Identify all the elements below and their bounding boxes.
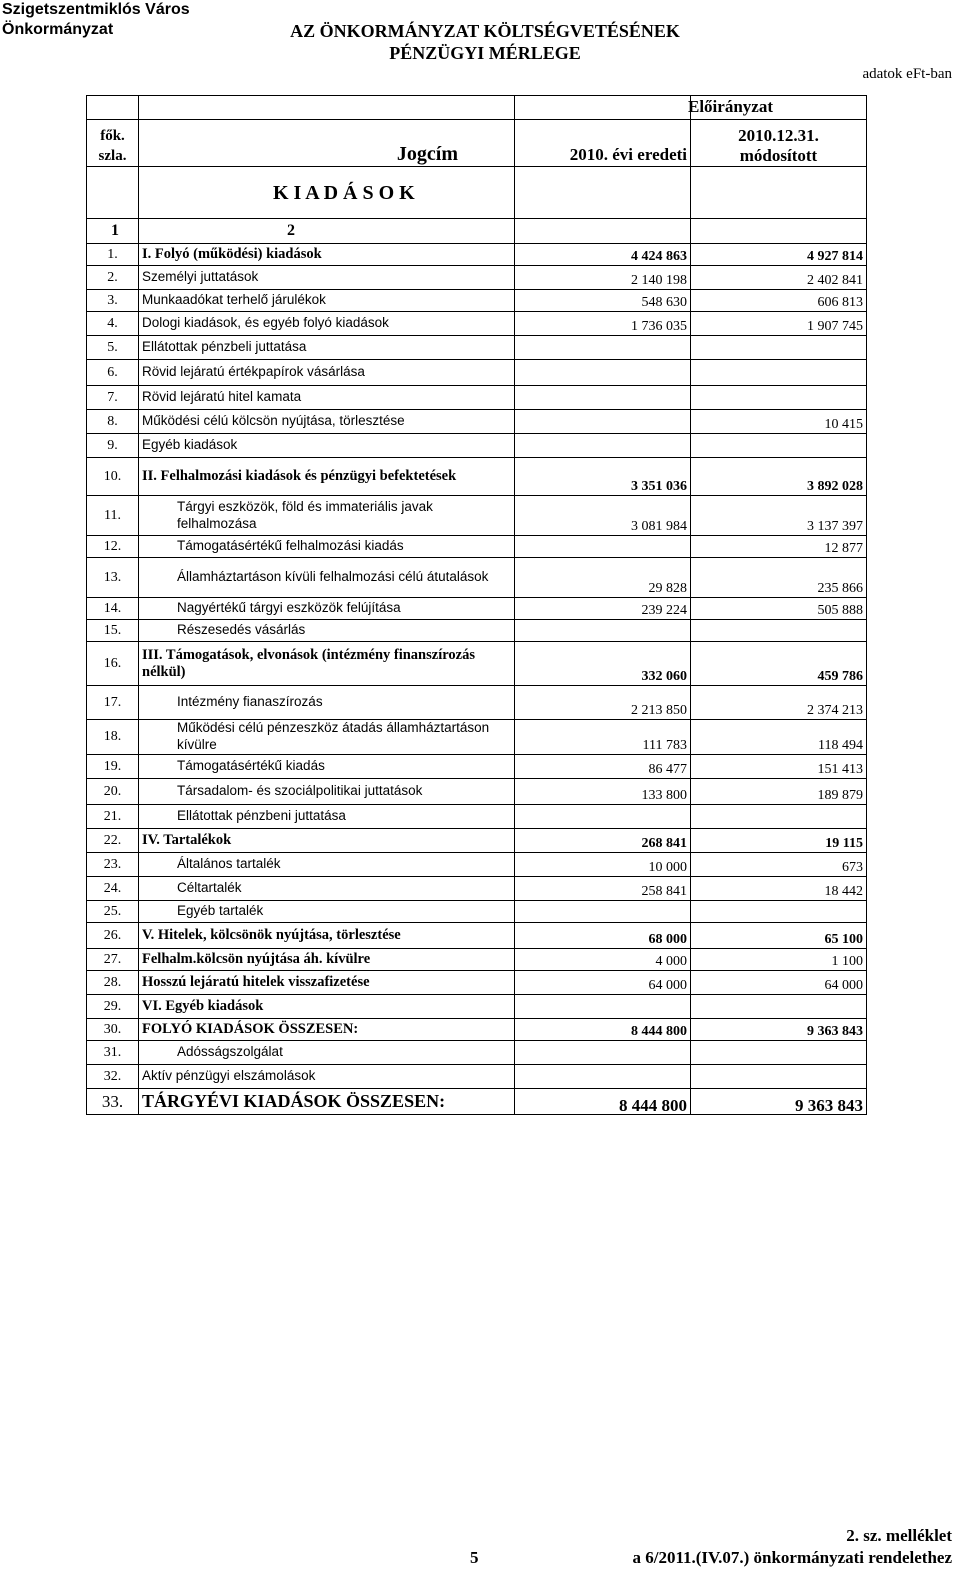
header-modified-line-1: 2010.12.31. bbox=[738, 126, 819, 145]
row-label-text: Céltartalék bbox=[177, 880, 242, 895]
table-row bbox=[87, 386, 867, 410]
row-number: 17. bbox=[87, 686, 139, 720]
table-row bbox=[87, 686, 867, 720]
original-value: 10 000 bbox=[515, 853, 691, 877]
row-number: 26. bbox=[87, 923, 139, 949]
row-label-text: Adósságszolgálat bbox=[177, 1044, 283, 1059]
unit-note: adatok eFt-ban bbox=[862, 66, 952, 82]
row-label-text: Aktív pénzügyi elszámolások bbox=[142, 1068, 316, 1083]
modified-value: 2 402 841 bbox=[691, 266, 867, 290]
row-label bbox=[139, 923, 515, 949]
table-row bbox=[87, 620, 867, 642]
modified-value: 673 bbox=[691, 853, 867, 877]
table-row bbox=[87, 1041, 867, 1065]
row-label-text: Ellátottak pénzbeni juttatása bbox=[177, 808, 346, 823]
original-value: 133 800 bbox=[515, 779, 691, 805]
row-number: 7. bbox=[87, 386, 139, 410]
row-label bbox=[139, 360, 515, 386]
row-number: 25. bbox=[87, 901, 139, 923]
row-label-text: V. Hitelek, kölcsönök nyújtása, törlesztése bbox=[142, 927, 401, 943]
table-row bbox=[87, 598, 867, 620]
row-number: 1. bbox=[87, 244, 139, 266]
modified-value bbox=[691, 386, 867, 410]
original-value bbox=[515, 805, 691, 829]
table-row bbox=[87, 536, 867, 558]
row-label-text: Intézmény fianaszírozás bbox=[177, 694, 323, 709]
row-number: 16. bbox=[87, 642, 139, 686]
modified-value: 19 115 bbox=[691, 829, 867, 853]
modified-value: 189 879 bbox=[691, 779, 867, 805]
row-number: 23. bbox=[87, 853, 139, 877]
header-modified-line-2: módosított bbox=[739, 146, 818, 165]
index-col-2: 2 bbox=[139, 219, 515, 244]
row-label bbox=[139, 805, 515, 829]
row-label-text: FOLYÓ KIADÁSOK ÖSSZESEN: bbox=[142, 1021, 359, 1037]
row-label bbox=[139, 386, 515, 410]
row-label bbox=[139, 244, 515, 266]
original-value bbox=[515, 1041, 691, 1065]
original-value: 2 213 850 bbox=[515, 686, 691, 720]
row-label-text: III. Támogatások, elvonások (intézmény finanszírozás nélkül) bbox=[142, 646, 475, 680]
original-value: 64 000 bbox=[515, 971, 691, 995]
title-line-1: AZ ÖNKORMÁNYZAT KÖLTSÉGVETÉSÉNEK bbox=[290, 21, 680, 41]
row-label-text: TÁRGYÉVI KIADÁSOK ÖSSZESEN: bbox=[142, 1091, 446, 1111]
section-title: K I A D Á S O K bbox=[139, 167, 515, 219]
row-number: 28. bbox=[87, 971, 139, 995]
table-row bbox=[87, 853, 867, 877]
table-row bbox=[87, 923, 867, 949]
modified-value: 10 415 bbox=[691, 410, 867, 434]
row-number: 5. bbox=[87, 336, 139, 360]
row-label-text: Nagyértékű tárgyi eszközök felújítása bbox=[177, 600, 401, 615]
modified-value bbox=[691, 620, 867, 642]
original-value bbox=[515, 536, 691, 558]
table-row bbox=[87, 949, 867, 971]
row-label-text: VI. Egyéb kiadások bbox=[142, 998, 264, 1014]
row-label-text: Személyi juttatások bbox=[142, 269, 259, 284]
row-label bbox=[139, 949, 515, 971]
row-label-text: Támogatásértékű felhalmozási kiadás bbox=[177, 538, 404, 553]
organization-line-1: Szigetszentmiklós Város bbox=[2, 1, 190, 18]
row-label bbox=[139, 458, 515, 496]
modified-value bbox=[691, 360, 867, 386]
row-label bbox=[139, 1019, 515, 1041]
organization-name bbox=[2, 0, 190, 40]
modified-value: 9 363 843 bbox=[691, 1019, 867, 1041]
table-row bbox=[87, 496, 867, 536]
modified-value: 4 927 814 bbox=[691, 244, 867, 266]
original-value bbox=[515, 386, 691, 410]
original-value bbox=[515, 336, 691, 360]
row-label-text: Társadalom- és szociálpolitikai juttatások bbox=[177, 783, 423, 798]
original-value: 258 841 bbox=[515, 877, 691, 901]
row-label-text: Működési célú kölcsön nyújtása, törlesztése bbox=[142, 413, 405, 428]
row-label-text: Tárgyi eszközök, föld és immateriális javak felhalmozása bbox=[177, 498, 433, 531]
row-number: 6. bbox=[87, 360, 139, 386]
header-jogcim: Jogcím bbox=[139, 120, 515, 167]
row-label-text: IV. Tartalékok bbox=[142, 832, 232, 848]
row-number: 22. bbox=[87, 829, 139, 853]
original-value: 4 424 863 bbox=[515, 244, 691, 266]
row-number: 14. bbox=[87, 598, 139, 620]
row-label bbox=[139, 434, 515, 458]
original-value bbox=[515, 360, 691, 386]
row-label bbox=[139, 642, 515, 686]
table-row bbox=[87, 805, 867, 829]
title-line-2: PÉNZÜGYI MÉRLEGE bbox=[389, 43, 581, 63]
row-label-text: Hosszú lejáratú hitelek visszafizetése bbox=[142, 974, 370, 990]
modified-value: 12 877 bbox=[691, 536, 867, 558]
row-number: 15. bbox=[87, 620, 139, 642]
row-number: 3. bbox=[87, 290, 139, 312]
row-label bbox=[139, 496, 515, 536]
row-number: 20. bbox=[87, 779, 139, 805]
row-number: 18. bbox=[87, 720, 139, 755]
index-col-1: 1 bbox=[87, 219, 139, 244]
modified-value bbox=[691, 336, 867, 360]
row-label bbox=[139, 410, 515, 434]
original-value: 2 140 198 bbox=[515, 266, 691, 290]
row-label bbox=[139, 853, 515, 877]
modified-value bbox=[691, 901, 867, 923]
header-account-line-1: fők. bbox=[100, 128, 125, 144]
row-label-text: I. Folyó (működési) kiadások bbox=[142, 246, 322, 262]
row-number: 21. bbox=[87, 805, 139, 829]
original-value: 4 000 bbox=[515, 949, 691, 971]
modified-value: 65 100 bbox=[691, 923, 867, 949]
row-label bbox=[139, 901, 515, 923]
row-number: 29. bbox=[87, 995, 139, 1019]
modified-value: 235 866 bbox=[691, 558, 867, 598]
modified-value bbox=[691, 805, 867, 829]
row-number: 12. bbox=[87, 536, 139, 558]
row-number: 4. bbox=[87, 312, 139, 336]
row-label-text: Felhalm.kölcsön nyújtása áh. kívülre bbox=[142, 951, 371, 967]
row-label bbox=[139, 971, 515, 995]
modified-value: 118 494 bbox=[691, 720, 867, 755]
original-value bbox=[515, 901, 691, 923]
table-row bbox=[87, 1065, 867, 1089]
table-row bbox=[87, 312, 867, 336]
modified-value: 18 442 bbox=[691, 877, 867, 901]
table-row bbox=[87, 720, 867, 755]
modified-value: 2 374 213 bbox=[691, 686, 867, 720]
row-number: 30. bbox=[87, 1019, 139, 1041]
original-value: 29 828 bbox=[515, 558, 691, 598]
modified-value: 505 888 bbox=[691, 598, 867, 620]
page-number: 5 bbox=[470, 1548, 479, 1567]
table-row bbox=[87, 901, 867, 923]
modified-value: 1 907 745 bbox=[691, 312, 867, 336]
original-value: 1 736 035 bbox=[515, 312, 691, 336]
row-number: 10. bbox=[87, 458, 139, 496]
modified-value: 3 892 028 bbox=[691, 458, 867, 496]
table-row bbox=[87, 244, 867, 266]
row-label-text: Részesedés vásárlás bbox=[177, 622, 306, 637]
row-label-text: II. Felhalmozási kiadások és pénzügyi befektetések bbox=[142, 468, 457, 484]
modified-value: 1 100 bbox=[691, 949, 867, 971]
row-number: 32. bbox=[87, 1065, 139, 1089]
modified-value: 606 813 bbox=[691, 290, 867, 312]
row-label bbox=[139, 290, 515, 312]
original-value bbox=[515, 410, 691, 434]
table-row bbox=[87, 336, 867, 360]
original-value: 8 444 800 bbox=[515, 1089, 691, 1115]
original-value: 239 224 bbox=[515, 598, 691, 620]
original-value: 111 783 bbox=[515, 720, 691, 755]
table-row bbox=[87, 829, 867, 853]
row-label bbox=[139, 620, 515, 642]
organization-line-2: Önkormányzat bbox=[2, 21, 114, 38]
header-account-line-2: szla. bbox=[98, 148, 127, 164]
original-value bbox=[515, 620, 691, 642]
original-value: 3 081 984 bbox=[515, 496, 691, 536]
row-label bbox=[139, 755, 515, 779]
row-label bbox=[139, 1065, 515, 1089]
row-label bbox=[139, 598, 515, 620]
row-label-text: Általános tartalék bbox=[177, 856, 281, 871]
header-account-number bbox=[87, 120, 139, 167]
row-number: 31. bbox=[87, 1041, 139, 1065]
modified-value: 151 413 bbox=[691, 755, 867, 779]
original-value: 86 477 bbox=[515, 755, 691, 779]
row-label-text: Államháztartáson kívüli felhalmozási célú átutalások bbox=[177, 569, 489, 584]
original-value: 8 444 800 bbox=[515, 1019, 691, 1041]
table-row bbox=[87, 458, 867, 496]
modified-value bbox=[691, 1065, 867, 1089]
row-number: 24. bbox=[87, 877, 139, 901]
table-row bbox=[87, 779, 867, 805]
modified-value: 459 786 bbox=[691, 642, 867, 686]
row-label bbox=[139, 829, 515, 853]
original-value: 332 060 bbox=[515, 642, 691, 686]
row-label bbox=[139, 1089, 515, 1115]
header-modified bbox=[691, 120, 867, 167]
modified-value bbox=[691, 1041, 867, 1065]
table-row bbox=[87, 290, 867, 312]
row-label-text: Támogatásértékű kiadás bbox=[177, 758, 325, 773]
original-value: 268 841 bbox=[515, 829, 691, 853]
row-number: 33. bbox=[87, 1089, 139, 1115]
row-label bbox=[139, 995, 515, 1019]
table-row bbox=[87, 1019, 867, 1041]
table-row bbox=[87, 877, 867, 901]
row-label bbox=[139, 686, 515, 720]
original-value bbox=[515, 995, 691, 1019]
table-row bbox=[87, 410, 867, 434]
table-row bbox=[87, 642, 867, 686]
annex-label: 2. sz. melléklet bbox=[846, 1526, 952, 1545]
table-row bbox=[87, 995, 867, 1019]
original-value: 68 000 bbox=[515, 923, 691, 949]
modified-value: 9 363 843 bbox=[691, 1089, 867, 1115]
row-label bbox=[139, 1041, 515, 1065]
row-label bbox=[139, 336, 515, 360]
table-row bbox=[87, 558, 867, 598]
row-label bbox=[139, 779, 515, 805]
row-label-text: Rövid lejáratú hitel kamata bbox=[142, 389, 302, 404]
table-row bbox=[87, 971, 867, 995]
row-label bbox=[139, 266, 515, 290]
row-number: 13. bbox=[87, 558, 139, 598]
row-label-text: Működési célú pénzeszköz átadás államháztartáson kívülre bbox=[177, 720, 490, 752]
table-row bbox=[87, 1089, 867, 1115]
row-label bbox=[139, 558, 515, 598]
modified-value: 3 137 397 bbox=[691, 496, 867, 536]
row-number: 27. bbox=[87, 949, 139, 971]
table-row bbox=[87, 266, 867, 290]
header-group-label: Előirányzat bbox=[688, 97, 773, 116]
row-label bbox=[139, 536, 515, 558]
row-label-text: Rövid lejáratú értékpapírok vásárlása bbox=[142, 364, 365, 379]
row-number: 19. bbox=[87, 755, 139, 779]
original-value: 548 630 bbox=[515, 290, 691, 312]
row-number: 8. bbox=[87, 410, 139, 434]
modified-value bbox=[691, 995, 867, 1019]
modified-value: 64 000 bbox=[691, 971, 867, 995]
table-row bbox=[87, 434, 867, 458]
row-label-text: Dologi kiadások, és egyéb folyó kiadások bbox=[142, 315, 389, 330]
row-number: 11. bbox=[87, 496, 139, 536]
document-title bbox=[230, 20, 740, 64]
row-label-text: Egyéb kiadások bbox=[142, 437, 238, 452]
row-label bbox=[139, 720, 515, 755]
original-value bbox=[515, 1065, 691, 1089]
row-label-text: Ellátottak pénzbeli juttatása bbox=[142, 339, 307, 354]
decree-reference: a 6/2011.(IV.07.) önkormányzati rendelethez bbox=[632, 1548, 952, 1567]
original-value: 3 351 036 bbox=[515, 458, 691, 496]
table-row bbox=[87, 360, 867, 386]
row-label bbox=[139, 877, 515, 901]
original-value bbox=[515, 434, 691, 458]
table-row bbox=[87, 755, 867, 779]
row-number: 2. bbox=[87, 266, 139, 290]
row-label bbox=[139, 312, 515, 336]
modified-value bbox=[691, 434, 867, 458]
budget-table bbox=[86, 95, 867, 1115]
row-number: 9. bbox=[87, 434, 139, 458]
row-label-text: Egyéb tartalék bbox=[177, 903, 264, 918]
row-label-text: Munkaadókat terhelő járulékok bbox=[142, 292, 326, 307]
header-original: 2010. évi eredeti bbox=[515, 120, 691, 167]
